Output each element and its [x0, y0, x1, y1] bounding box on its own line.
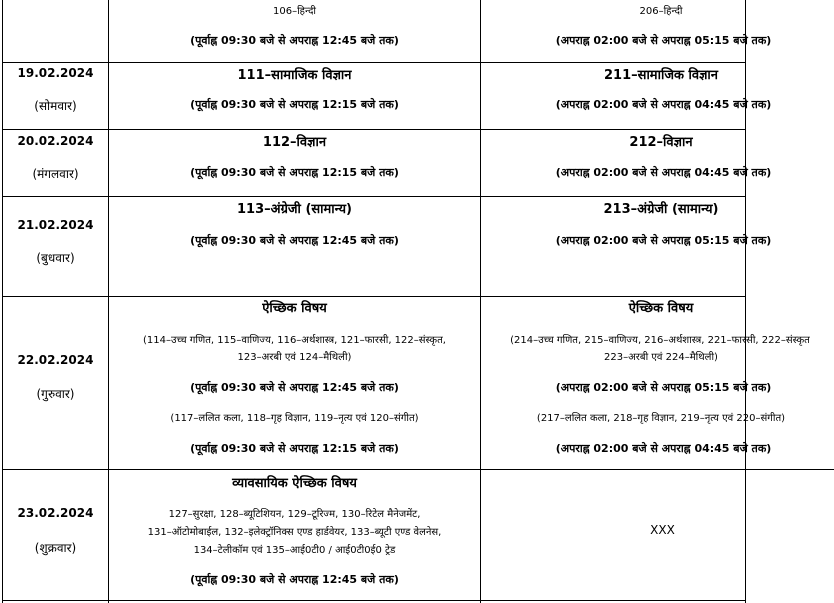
table-border-bottom	[2, 600, 745, 601]
exam-day: (गुरुवार)	[36, 387, 75, 401]
subject-evening-elective: ऐच्छिक विषय	[628, 301, 694, 316]
row-divider	[2, 469, 834, 470]
elective-list-evening: (217–ललित कला, 218–गृह विज्ञान, 219–नृत्य एवं 220–संगीत)	[536, 413, 786, 424]
elective-list-morning: 123–अरबी एवं 124–मैथिली)	[237, 352, 352, 363]
exam-date: 21.02.2024	[17, 218, 94, 232]
no-exam-placeholder: XXX	[650, 523, 675, 537]
time-morning: (पूर्वाह्न 09:30 बजे से अपराह्न 12:15 बजे तक)	[190, 442, 399, 455]
time-morning: (पूर्वाह्न 09:30 बजे से अपराह्न 12:45 बजे तक)	[190, 34, 399, 47]
exam-date: 23.02.2024	[17, 506, 94, 520]
vocational-list: 134–टेलीकॉम एवं 135–आई0टी0 / आई0टी0ई0 ट्रेड	[193, 545, 396, 556]
time-evening: (अपराह्न 02:00 बजे से अपराह्न 05:15 बजे तक)	[555, 234, 772, 247]
subject-morning: 113–अंग्रेजी (सामान्य)	[237, 202, 352, 217]
row-divider	[2, 129, 745, 130]
time-evening: (अपराह्न 02:00 बजे से अपराह्न 05:15 बजे तक)	[555, 381, 772, 394]
subject-morning: 111–सामाजिक विज्ञान	[237, 68, 352, 83]
subject-morning: 112–विज्ञान	[262, 135, 327, 150]
vocational-list: 127–सुरक्षा, 128–ब्यूटिशियन, 129–टूरिज्म, 130–रिटेल मैनेजमेंट,	[168, 509, 421, 520]
time-morning: (पूर्वाह्न 09:30 बजे से अपराह्न 12:15 बजे तक)	[190, 166, 399, 179]
time-morning: (पूर्वाह्न 09:30 बजे से अपराह्न 12:45 बजे तक)	[190, 234, 399, 247]
exam-day: (सोमवार)	[34, 99, 77, 113]
subject-morning-hindi: 106–हिन्दी	[273, 6, 316, 17]
exam-day: (शुक्रवार)	[34, 541, 77, 555]
time-evening: (अपराह्न 02:00 बजे से अपराह्न 04:45 बजे तक)	[555, 166, 772, 179]
time-evening: (अपराह्न 02:00 बजे से अपराह्न 05:15 बजे तक)	[555, 34, 772, 47]
exam-date: 20.02.2024	[17, 134, 94, 148]
subject-evening: 213–अंग्रेजी (सामान्य)	[603, 202, 719, 217]
vocational-list: 131–ऑटोमोबाईल, 132–इलेक्ट्रॉनिक्स एण्ड हार्डवेयर, 133–ब्यूटी एण्ड वेलनेस,	[147, 527, 442, 538]
time-morning: (पूर्वाह्न 09:30 बजे से अपराह्न 12:45 बजे तक)	[190, 381, 399, 394]
exam-date: 22.02.2024	[17, 353, 94, 367]
time-morning: (पूर्वाह्न 09:30 बजे से अपराह्न 12:15 बजे तक)	[190, 98, 399, 111]
elective-list-morning: (114–उच्च गणित, 115–वाणिज्य, 116–अर्थशास्त्र, 121–फारसी, 122–संस्कृत,	[143, 335, 446, 346]
subject-evening: 212–विज्ञान	[629, 135, 693, 150]
elective-list-evening: 223–अरबी एवं 224–मैथिली)	[604, 352, 718, 363]
subject-evening: 211–सामाजिक विज्ञान	[604, 68, 718, 83]
row-divider	[2, 296, 745, 297]
time-evening: (अपराह्न 02:00 बजे से अपराह्न 04:45 बजे तक)	[555, 442, 772, 455]
time-morning: (पूर्वाह्न 09:30 बजे से अपराह्न 12:45 बजे तक)	[190, 573, 399, 586]
elective-list-evening: (214–उच्च गणित, 215–वाणिज्य, 216–अर्थशास्त्र, 221–फारसी, 222–संस्कृत	[510, 335, 810, 346]
subject-evening-hindi: 206–हिन्दी	[639, 6, 683, 17]
row-divider	[2, 196, 745, 197]
subject-morning-elective: ऐच्छिक विषय	[262, 301, 327, 316]
subject-morning-vocational: व्यावसायिक ऐच्छिक विषय	[232, 476, 357, 491]
time-evening: (अपराह्न 02:00 बजे से अपराह्न 04:45 बजे तक)	[555, 98, 772, 111]
row-divider	[2, 62, 745, 63]
exam-day: (मंगलवार)	[32, 167, 79, 181]
exam-day: (बुधवार)	[36, 251, 75, 265]
exam-date: 19.02.2024	[17, 66, 94, 80]
elective-list-morning: (117–ललित कला, 118–गृह विज्ञान, 119–नृत्य एवं 120–संगीत)	[170, 413, 419, 424]
